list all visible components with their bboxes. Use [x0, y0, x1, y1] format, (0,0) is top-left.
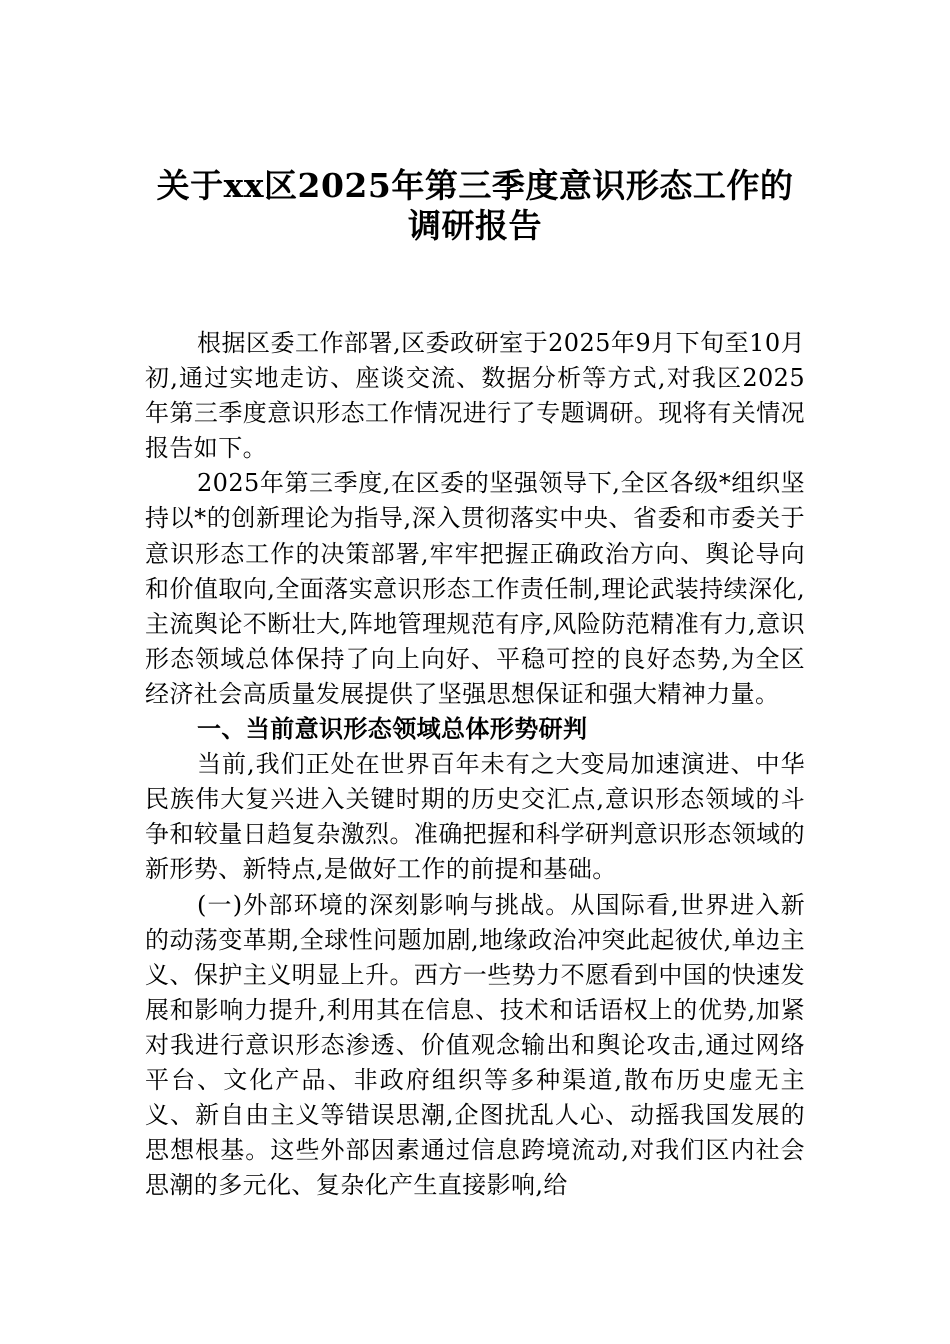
document-title-line-1: 关于xx区2025年第三季度意识形态工作的: [156, 166, 794, 205]
section-intro-paragraph: 当前,我们正处在世界百年未有之大变局加速演进、中华民族伟大复兴进入关键时期的历史交汇点,意识形态领域的斗争和较量日趋复杂激烈。准确把握和科学研判意识形态领域的新形势、新特点,是做好工作的前提和基础。: [145, 750, 805, 884]
intro-paragraph: 根据区委工作部署,区委政研室于2025年9月下旬至10月初,通过实地走访、座谈交流、数据分析等方式,对我区2025年第三季度意识形态工作情况进行了专题调研。现将有关情况报告如下。: [145, 329, 805, 463]
overview-paragraph: 2025年第三季度,在区委的坚强领导下,全区各级*组织坚持以*的创新理论为指导,深入贯彻落实中央、省委和市委关于意识形态工作的决策部署,牢牢把握正确政治方向、舆论导向和价值取向,全面落实意识形态工作责任制,理论武装持续深化,主流舆论不断壮大,阵地管理规范有序,风险防范精准有力,意识形态领域总体保持了向上向好、平稳可控的良好态势,为全区经济社会高质量发展提供了坚强思想保证和强大精神力量。: [145, 469, 805, 708]
section-heading: 一、当前意识形态领域总体形势研判: [197, 715, 588, 744]
subsection-paragraph: (一)外部环境的深刻影响与挑战。从国际看,世界进入新的动荡变革期,全球性问题加剧,地缘政治冲突此起彼伏,单边主义、保护主义明显上升。西方一些势力不愿看到中国的快速发展和影响力提升,利用其在信息、技术和话语权上的优势,加紧对我进行意识形态渗透、价值观念输出和舆论攻击,通过网络平台、文化产品、非政府组织等多种渠道,散布历史虚无主义、新自由主义等错误思潮,企图扰乱人心、动摇我国发展的思想根基。这些外部因素通过信息跨境流动,对我们区内社会思潮的多元化、复杂化产生直接影响,给: [145, 890, 805, 1200]
document-title-line-2: 调研报告: [408, 206, 542, 245]
document-body: [145, 326, 805, 1203]
